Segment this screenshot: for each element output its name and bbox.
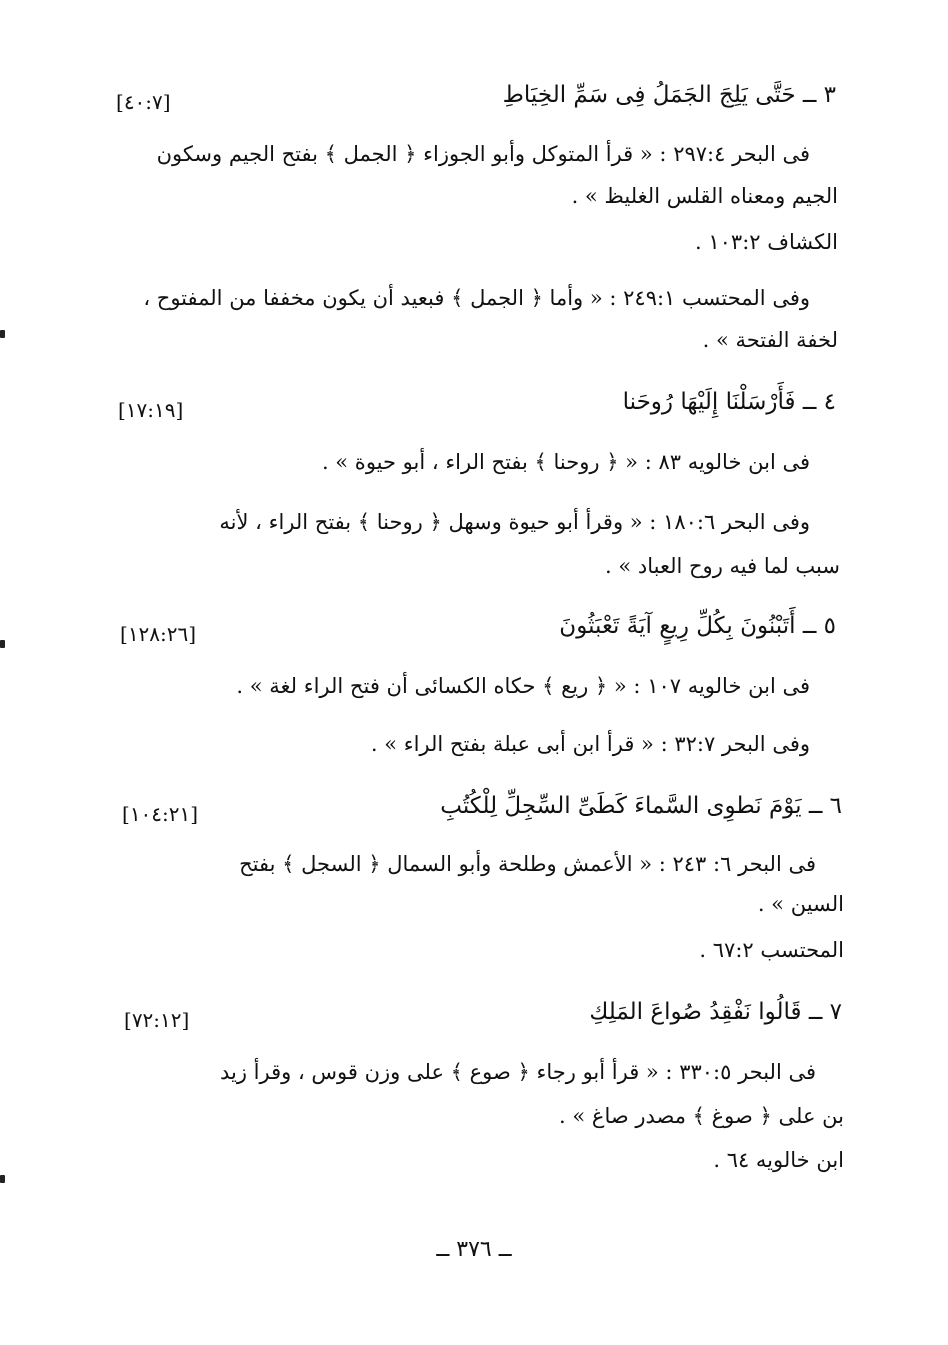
verse-reference: [١٢٨:٢٦] bbox=[120, 622, 197, 646]
text-line: سبب لما فيه روح العباد » . bbox=[605, 554, 840, 578]
text-line: الجيم ومعناه القلس الغليظ » . bbox=[571, 184, 838, 208]
text-line: ابن خالويه ٦٤ . bbox=[713, 1148, 844, 1172]
text-line: المحتسب ٦٧:٢ . bbox=[699, 938, 844, 962]
verse-heading: ٥ ــ أَتَبْنُونَ بِكُلِّ رِيعٍ آيَةً تَعْبَثُونَ bbox=[559, 613, 836, 639]
text-line: فى ابن خالويه ٨٣ : « ﴿ روحنا ﴾ بفتح الراء ، أبو حيوة » . bbox=[321, 450, 810, 474]
verse-reference: [٤٠:٧] bbox=[116, 90, 171, 114]
text-line: وفى البحر ١٨٠:٦ : « وقرأ أبو حيوة وسهل ﴿ روحنا ﴾ بفتح الراء ، لأنه bbox=[219, 510, 810, 534]
scan-mark bbox=[0, 640, 5, 648]
text-line: السين » . bbox=[757, 892, 844, 916]
verse-heading: ٦ ــ يَوْمَ نَطوِى السَّماءَ كَطَىِّ السِّجِلِّ لِلْكُتُبِ bbox=[440, 793, 842, 819]
text-line: بن على ﴿ صوغ ﴾ مصدر صاغ » . bbox=[559, 1104, 844, 1128]
text-line: فى البحر ٢٩٧:٤ : « قرأ المتوكل وأبو الجوزاء ﴿ الجمل ﴾ بفتح الجيم وسكون bbox=[156, 142, 810, 166]
verse-reference: [٧٢:١٢] bbox=[124, 1008, 190, 1032]
text-line: فى ابن خالويه ١٠٧ : « ﴿ ريع ﴾ حكاه الكسائى أن فتح الراء لغة » . bbox=[236, 674, 810, 698]
text-line: وفى البحر ٣٢:٧ : « قرأ ابن أبى عبلة بفتح الراء » . bbox=[370, 732, 810, 756]
text-line: وفى المحتسب ٢٤٩:١ : « وأما ﴿ الجمل ﴾ فبعيد أن يكون مخففا من المفتوح ، bbox=[143, 286, 810, 310]
verse-heading: ٤ ــ فَأَرْسَلْنَا إِلَيْهَا رُوحَنا bbox=[622, 389, 836, 415]
text-line: فى البحر ٦: ٢٤٣ : « الأعمش وطلحة وأبو السمال ﴿ السجل ﴾ بفتح bbox=[239, 852, 816, 876]
scan-mark bbox=[0, 1175, 5, 1183]
text-line: فى البحر ٣٣٠:٥ : « قرأ أبو رجاء ﴿ صوع ﴾ على وزن قوس ، وقرأ زيد bbox=[220, 1060, 816, 1084]
verse-reference: [١٧:١٩] bbox=[118, 398, 184, 422]
scan-mark bbox=[0, 330, 5, 338]
verse-reference: [١٠٤:٢١] bbox=[122, 802, 199, 826]
text-line: الكشاف ١٠٣:٢ . bbox=[695, 230, 838, 254]
page-number: ــ ٣٧٦ ــ bbox=[436, 1237, 512, 1262]
verse-heading: ٣ ــ حَتَّى يَلِجَ الجَمَلُ فِى سَمِّ الخِيَاطِ bbox=[502, 82, 836, 108]
verse-heading: ٧ ــ قَالُوا نَفْقِدُ صُواعَ المَلِكِ bbox=[589, 999, 842, 1025]
text-line: لخفة الفتحة » . bbox=[702, 328, 838, 352]
